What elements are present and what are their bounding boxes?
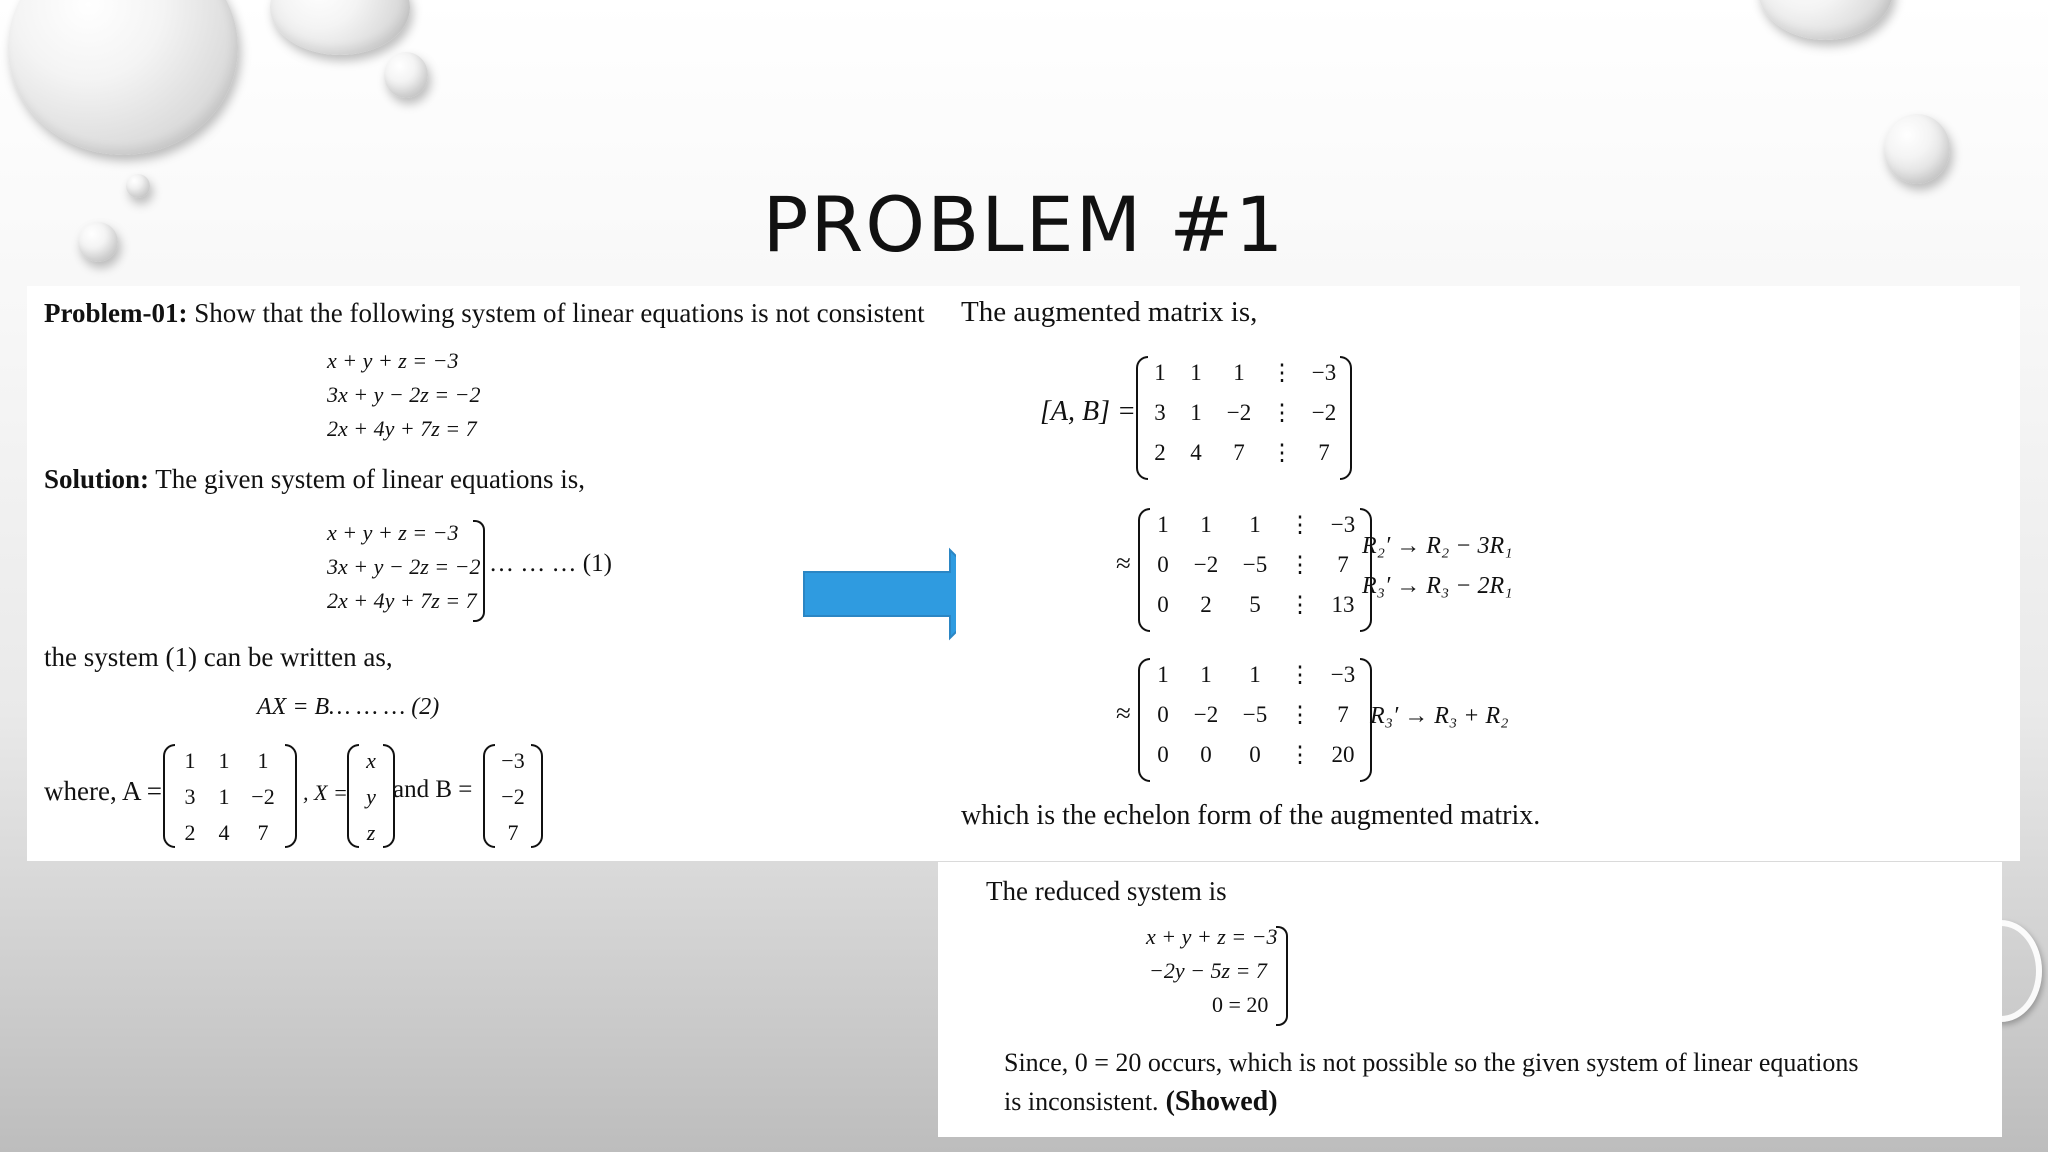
m1-cell: 7 bbox=[1233, 440, 1245, 465]
and-b-label: and B = bbox=[393, 776, 473, 803]
m1-cell: −2 bbox=[1226, 400, 1252, 425]
vector-b-cell: −2 bbox=[501, 784, 525, 809]
m3-cell: 1 bbox=[1200, 662, 1212, 687]
approx-symbol: ≈ bbox=[1116, 698, 1131, 728]
axb-equation: AX = B… … … (2) bbox=[257, 694, 440, 720]
m2-cell: 1 bbox=[1157, 512, 1169, 537]
augmented-matrix-3 bbox=[1144, 662, 1366, 768]
m3-cell: 0 bbox=[1200, 742, 1212, 767]
m2-cell: ⋮ bbox=[1288, 512, 1312, 537]
m2-cell: 2 bbox=[1200, 592, 1212, 617]
row-operation-2: R₂′ → R₂ − 3R₁ bbox=[1362, 533, 1513, 559]
m2-cell: 7 bbox=[1337, 552, 1349, 577]
matrix-a-cell: 1 bbox=[184, 748, 196, 773]
m1-cell: 1 bbox=[1154, 360, 1166, 385]
system-equation-3: 2x + 4y + 7z = 7 bbox=[327, 588, 477, 613]
showed-label: (Showed) bbox=[1158, 1086, 1278, 1117]
matrix-a-cell: 1 bbox=[257, 748, 269, 773]
equation-2: 3x + y − 2z = −2 bbox=[327, 382, 481, 407]
m1-cell: ⋮ bbox=[1270, 440, 1294, 465]
conclusion-line-2 bbox=[1004, 1086, 1278, 1118]
matrix-a-cell: 4 bbox=[218, 820, 230, 845]
m3-cell: ⋮ bbox=[1288, 662, 1312, 687]
system-equation-2: 3x + y − 2z = −2 bbox=[327, 554, 481, 579]
vector-x-cell: x bbox=[366, 748, 376, 773]
m1-cell: ⋮ bbox=[1270, 360, 1294, 385]
matrix-a-cell: 7 bbox=[257, 820, 269, 845]
vector-b bbox=[493, 748, 533, 846]
reduced-equation-2: −2y − 5z = 7 bbox=[1149, 958, 1267, 983]
vector-x bbox=[357, 748, 385, 846]
m1-right-paren bbox=[1340, 356, 1352, 480]
augmented-matrix-text: The augmented matrix is, bbox=[961, 296, 1258, 328]
m2-cell: −2 bbox=[1193, 552, 1219, 577]
system-written-text: the system (1) can be written as, bbox=[44, 642, 393, 672]
m3-cell: 0 bbox=[1249, 742, 1261, 767]
m2-cell: −3 bbox=[1330, 512, 1356, 537]
matrix-a-cell: −2 bbox=[251, 784, 275, 809]
m1-cell: 7 bbox=[1318, 440, 1330, 465]
m3-cell: −3 bbox=[1330, 662, 1356, 687]
row-operation-4: R₃′ → R₃ + R₂ bbox=[1370, 703, 1509, 729]
vector-b-cell: −3 bbox=[501, 748, 525, 773]
x-label: , X = bbox=[303, 780, 348, 805]
solution-statement bbox=[44, 464, 585, 495]
water-drop-decoration bbox=[270, 0, 410, 55]
m2-cell: ⋮ bbox=[1288, 592, 1312, 617]
system-equation-1: x + y + z = −3 bbox=[327, 520, 459, 545]
solution-panel bbox=[956, 286, 2020, 861]
m3-cell: 1 bbox=[1157, 662, 1169, 687]
augmented-matrix-1 bbox=[1142, 360, 1348, 466]
ab-label: [A, B] = bbox=[1040, 396, 1136, 427]
m1-cell: 1 bbox=[1190, 400, 1202, 425]
row-operation-3: R₃′ → R₃ − 2R₁ bbox=[1362, 573, 1513, 599]
m3-cell: 1 bbox=[1249, 662, 1261, 687]
problem-text: Show that the following system of linear equations is not consistent bbox=[187, 298, 925, 328]
problem-statement bbox=[44, 298, 925, 329]
reduced-system-panel bbox=[938, 862, 2002, 1137]
slide-title: PROBLEM #1 bbox=[762, 180, 1286, 269]
m2-cell: −5 bbox=[1242, 552, 1268, 577]
conclusion-line-1: Since, 0 = 20 occurs, which is not possible so the given system of linear equations bbox=[1004, 1048, 1859, 1077]
equation-ref-1: … … … (1) bbox=[489, 550, 612, 577]
m3-cell: ⋮ bbox=[1288, 742, 1312, 767]
m2-cell: 1 bbox=[1249, 512, 1261, 537]
augmented-matrix-2 bbox=[1144, 512, 1366, 618]
matrix-a-cell: 1 bbox=[218, 784, 230, 809]
equation-1: x + y + z = −3 bbox=[327, 348, 459, 373]
water-drop-decoration bbox=[1884, 114, 1950, 184]
approx-symbol: ≈ bbox=[1116, 548, 1131, 578]
m2-cell: 5 bbox=[1249, 592, 1261, 617]
water-drop-decoration bbox=[384, 52, 428, 98]
m1-cell: 1 bbox=[1190, 360, 1202, 385]
m3-cell: 0 bbox=[1157, 742, 1169, 767]
equation-3: 2x + 4y + 7z = 7 bbox=[327, 416, 477, 441]
m2-cell: 13 bbox=[1331, 592, 1355, 617]
m2-cell: ⋮ bbox=[1288, 552, 1312, 577]
solution-label: Solution: bbox=[44, 464, 150, 494]
m1-cell: 3 bbox=[1154, 400, 1166, 425]
m3-cell: ⋮ bbox=[1288, 702, 1312, 727]
vector-b-cell: 7 bbox=[507, 820, 519, 845]
m1-cell: 2 bbox=[1154, 440, 1166, 465]
m1-cell: 4 bbox=[1190, 440, 1202, 465]
m3-cell: −5 bbox=[1242, 702, 1268, 727]
vector-x-cell: y bbox=[366, 784, 376, 809]
m1-cell: 1 bbox=[1233, 360, 1245, 385]
water-drop-decoration bbox=[8, 0, 238, 155]
reduced-equation-3: 0 = 20 bbox=[1212, 992, 1269, 1017]
inconsistent-text: is inconsistent. bbox=[1004, 1087, 1159, 1116]
matrix-a-cell: 2 bbox=[184, 820, 196, 845]
water-drop-decoration bbox=[1758, 0, 1893, 40]
m1-cell: ⋮ bbox=[1270, 400, 1294, 425]
vector-x-cell: z bbox=[366, 820, 376, 845]
solution-text: The given system of linear equations is, bbox=[149, 464, 585, 494]
matrix-a-cell: 3 bbox=[184, 784, 196, 809]
where-label: where, A = bbox=[44, 776, 162, 806]
system-brace bbox=[473, 520, 485, 622]
m2-cell: 0 bbox=[1157, 592, 1169, 617]
matrix-a-right-paren bbox=[285, 744, 297, 848]
echelon-text: which is the echelon form of the augmented matrix. bbox=[961, 800, 1541, 831]
reduced-system-brace bbox=[1276, 926, 1288, 1026]
m2-cell: 0 bbox=[1157, 552, 1169, 577]
reduced-equation-1: x + y + z = −3 bbox=[1146, 924, 1278, 949]
problem-label: Problem-01: bbox=[44, 298, 188, 328]
m1-cell: −3 bbox=[1311, 360, 1337, 385]
reduced-system-text: The reduced system is bbox=[986, 876, 1227, 906]
m3-cell: 7 bbox=[1337, 702, 1349, 727]
matrix-a bbox=[173, 748, 285, 846]
m3-cell: 0 bbox=[1157, 702, 1169, 727]
matrix-a-cell: 1 bbox=[218, 748, 230, 773]
m3-cell: 20 bbox=[1331, 742, 1355, 767]
m2-cell: 1 bbox=[1200, 512, 1212, 537]
vector-b-right-paren bbox=[531, 744, 543, 848]
m3-cell: −2 bbox=[1193, 702, 1219, 727]
m1-cell: −2 bbox=[1311, 400, 1337, 425]
